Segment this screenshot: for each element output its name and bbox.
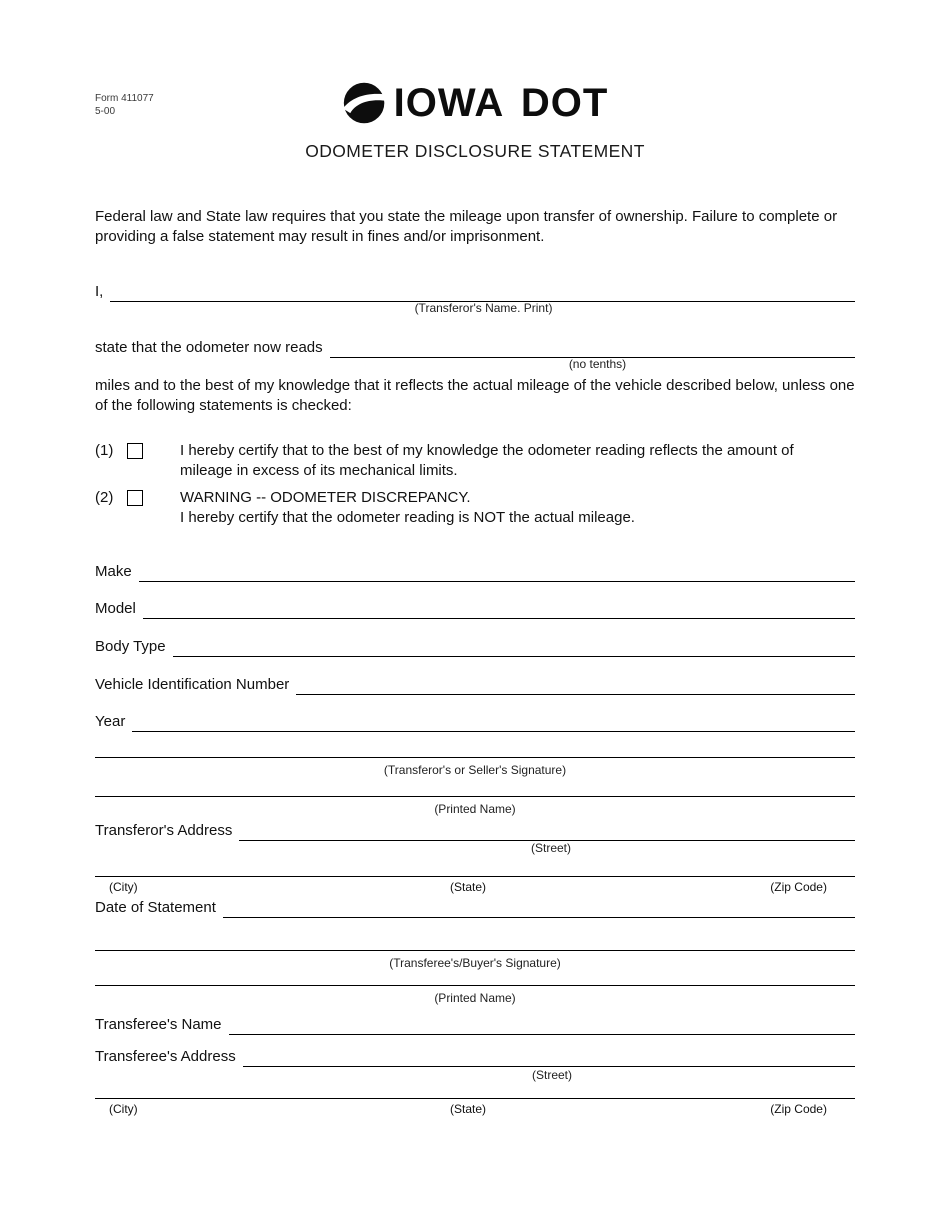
- transferee-printed-name-caption: (Printed Name): [434, 991, 516, 1005]
- statement-2-checkbox[interactable]: [127, 490, 143, 506]
- agency-logo: [0, 80, 950, 131]
- transferee-name-field[interactable]: [229, 1014, 855, 1035]
- odometer-reading-row: [95, 337, 855, 358]
- transferee-name-row: [95, 1014, 855, 1035]
- model-row: [95, 598, 855, 619]
- statement-2-row: [95, 488, 855, 527]
- form-title: ODOMETER DISCLOSURE STATEMENT: [305, 141, 645, 161]
- transferee-city-caption: (City): [109, 1102, 138, 1116]
- vin-field[interactable]: [296, 674, 855, 695]
- statement-2-text: [180, 488, 828, 527]
- transferee-street-caption: (Street): [531, 1068, 572, 1082]
- statement-2-certify-line: I hereby certify that the odometer reading is NOT the actual mileage.: [180, 508, 635, 526]
- date-of-statement-field[interactable]: [223, 897, 855, 918]
- transferee-address-field[interactable]: [243, 1046, 855, 1067]
- transferor-street-caption: (Street): [530, 841, 571, 855]
- transferee-state-caption: (State): [449, 1102, 486, 1116]
- transferee-address-label: Transferee's Address: [95, 1048, 236, 1065]
- transferor-name-field[interactable]: [110, 281, 855, 302]
- vin-row: [95, 674, 855, 695]
- model-label: Model: [95, 600, 136, 617]
- make-label: Make: [95, 563, 132, 580]
- transferor-signature-caption: (Transferor's or Seller's Signature): [383, 763, 567, 777]
- form-revision: 5-00: [95, 105, 116, 117]
- miles-text: miles and to the best of my knowledge that it reflects the actual mileage of the vehicle described below, unless one of the following statements is checked:: [95, 377, 855, 414]
- transferor-city-state-zip-field[interactable]: [95, 876, 855, 877]
- transferor-address-label: Transferor's Address: [95, 822, 233, 839]
- transferor-state-caption: (State): [449, 880, 486, 894]
- statement-2-warning-line: WARNING -- ODOMETER DISCREPANCY.: [180, 489, 471, 506]
- year-row: [95, 711, 855, 732]
- transferor-city-caption: (City): [109, 880, 138, 894]
- i-prefix-label: I,: [95, 283, 104, 300]
- date-of-statement-label: Date of Statement: [95, 899, 216, 916]
- transferor-printed-name-field[interactable]: [95, 796, 855, 797]
- transferee-city-state-zip-captions: [95, 1102, 855, 1116]
- statement-2-number: (2): [95, 489, 114, 506]
- transferee-name-label: Transferee's Name: [95, 1016, 222, 1033]
- statement-1-row: [95, 441, 855, 480]
- transferee-signature-caption: (Transferee's/Buyer's Signature): [389, 956, 561, 970]
- transferee-city-state-zip-field[interactable]: [95, 1098, 855, 1099]
- transferor-zip-caption: (Zip Code): [770, 880, 827, 894]
- transferee-printed-name-field[interactable]: [95, 985, 855, 986]
- transferor-address-field[interactable]: [239, 820, 855, 841]
- transferor-name-row: [95, 281, 855, 302]
- body-type-row: [95, 636, 855, 657]
- transferee-zip-caption: (Zip Code): [770, 1102, 827, 1116]
- statement-1-checkbox[interactable]: [127, 443, 143, 459]
- transferor-address-row: [95, 820, 855, 841]
- form-number: Form 411077: [95, 93, 154, 104]
- make-field[interactable]: [139, 561, 855, 582]
- transferor-printed-name-caption: (Printed Name): [434, 802, 516, 816]
- make-row: [95, 561, 855, 582]
- year-field[interactable]: [132, 711, 855, 732]
- intro-text: Federal law and State law requires that you state the mileage upon transfer of ownership. Failure to complete or providing a false statement may result in fines and/or imprisonment.: [95, 208, 838, 245]
- odometer-reading-field[interactable]: [330, 337, 855, 358]
- transferor-city-state-zip-captions: [95, 880, 855, 894]
- body-type-label: Body Type: [95, 638, 166, 655]
- odometer-label: state that the odometer now reads: [95, 339, 323, 356]
- no-tenths-caption: (no tenths): [568, 357, 627, 371]
- transferor-name-caption: (Transferor's Name. Print): [414, 301, 553, 315]
- statement-1-text: I hereby certify that to the best of my knowledge the odometer reading reflects the amount of mileage in excess of its mechanical limits.: [180, 442, 794, 479]
- year-label: Year: [95, 713, 126, 730]
- transferee-signature-field[interactable]: [95, 950, 855, 951]
- transferee-address-row: [95, 1046, 855, 1067]
- iowa-dot-logo-icon: [342, 80, 388, 126]
- statement-1-number: (1): [95, 442, 114, 459]
- logo-text: IOWA DOT: [393, 80, 609, 125]
- model-field[interactable]: [143, 598, 855, 619]
- body-type-field[interactable]: [173, 636, 855, 657]
- date-of-statement-row: [95, 897, 855, 918]
- vin-label: Vehicle Identification Number: [95, 676, 290, 693]
- transferor-signature-field[interactable]: [95, 757, 855, 758]
